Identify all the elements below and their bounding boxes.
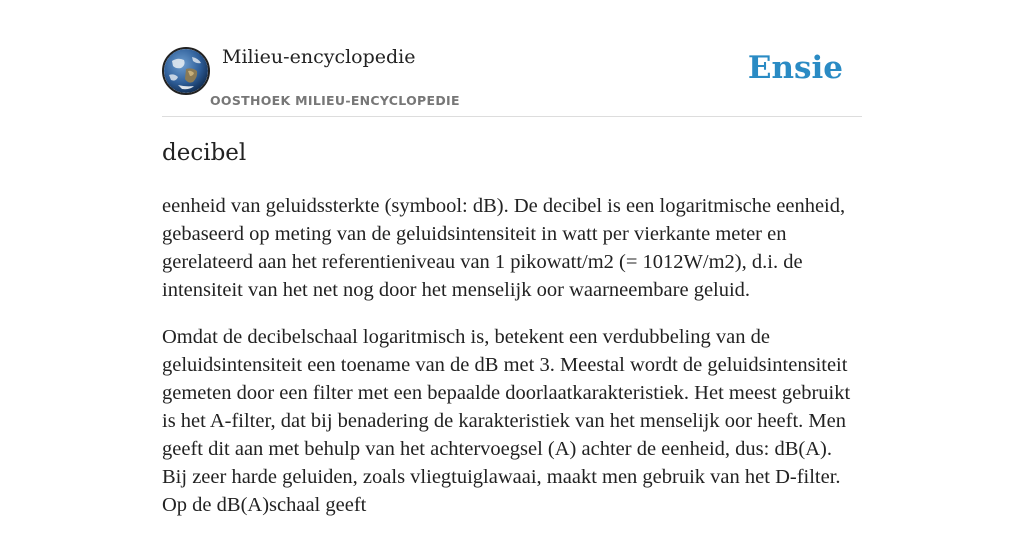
article-paragraph: eenheid van geluidssterkte (symbool: dB). De decibel is een logaritmische eenheid, gebaseerd op meting van de geluidsintensiteit in watt per vierkante meter en gerelateerd aan het referentieniveau van 1 pikowatt/m2 (= 1012W/m2), d.i. de intensiteit van het net nog door het menselijk oor waarneembare geluid. xyxy=(162,195,846,301)
earth-globe-icon[interactable] xyxy=(162,47,210,95)
site-subtitle[interactable]: OOSTHOEK MILIEU-ENCYCLOPEDIE xyxy=(210,93,460,108)
brand-logo[interactable]: Ensie xyxy=(747,50,843,86)
article-body xyxy=(162,192,862,538)
page xyxy=(162,0,862,516)
site-name[interactable]: Milieu-encyclopedie xyxy=(222,46,416,68)
article-paragraph: Omdat de decibelschaal logaritmisch is, betekent een verdubbeling van de geluidsintensiteit een toename van de dB met 3. Meestal wordt de geluidsintensiteit gemeten door een filter met een bepaalde doorlaatkarakteristiek. Het meest gebruikt is het A-filter, dat bij benadering de karakteristiek van het menselijk oor heeft. Men geeft dit aan met behulp van het achtervoegsel (A) achter de eenheid, dus: dB(A). Bij zeer harde geluiden, zoals vliegtuiglawaai, maakt men gebruik van het D-filter. Op de dB(A)schaal geeft xyxy=(162,326,851,516)
site-header xyxy=(162,0,862,117)
article-title: decibel xyxy=(162,140,247,166)
